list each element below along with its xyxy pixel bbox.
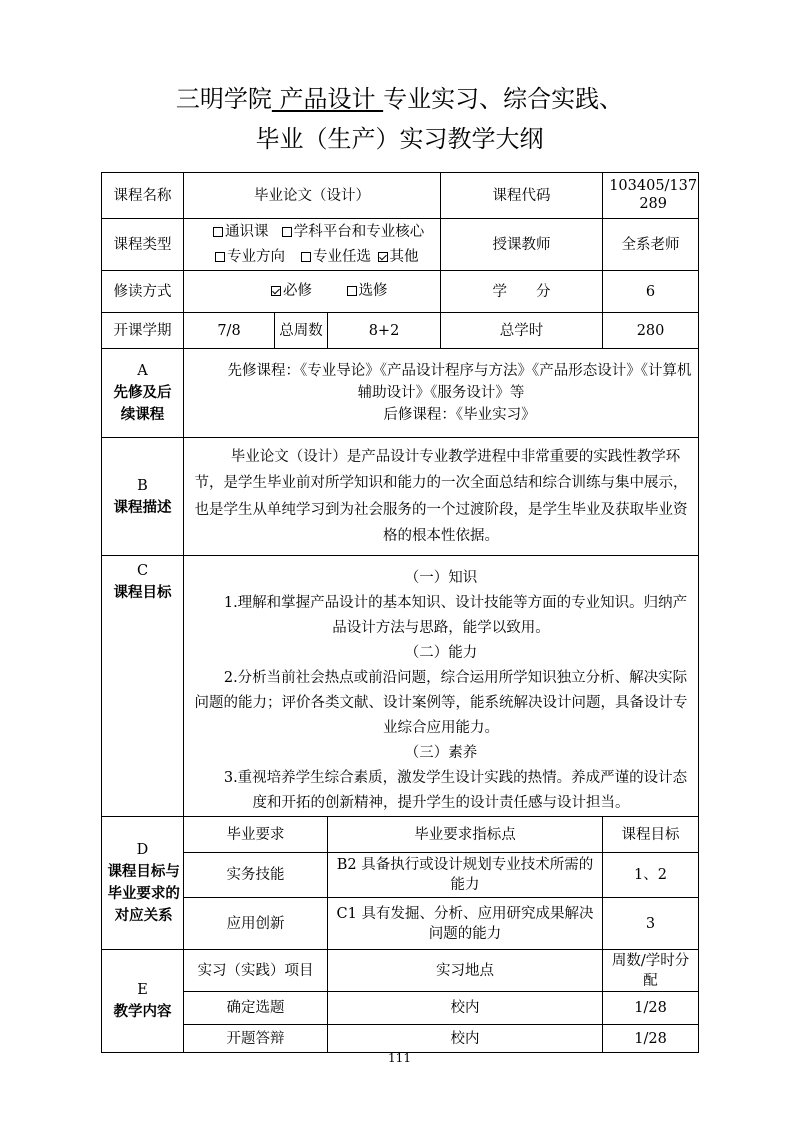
course-type-label: 课程类型	[102, 219, 184, 271]
section-e-label	[102, 950, 184, 1053]
course-name-row	[102, 173, 699, 219]
section-a-row	[102, 349, 699, 438]
teacher-value: 全系老师	[603, 219, 699, 271]
section-e-header-row	[102, 950, 699, 992]
teacher-label: 授课教师	[441, 219, 603, 271]
course-name-value: 毕业论文（设计）	[184, 173, 441, 219]
semester-row	[102, 313, 699, 349]
study-mode-option	[237, 279, 347, 304]
course-description: 毕业论文（设计）是产品设计专业教学进程中非常重要的实践性教学环节，是学生毕业前对所学知识和能力的一次全面总结和综合训练与集中展示，也是学生从单纯学习到为社会服务的一个过渡阶段，是学生毕业及获取毕业资格的根本性依据。	[194, 448, 688, 544]
credit-value: 6	[603, 271, 699, 313]
study-mode-option-label: 必修	[283, 283, 313, 299]
column-header: 周数/学时分配	[603, 950, 699, 992]
column-header: 课程目标	[603, 817, 699, 853]
course-type-options	[184, 219, 441, 271]
document-title-line-2: 毕业（生产）实习教学大纲	[255, 125, 544, 153]
indicator-cell: C1 具有发掘、分析、应用研究成果解决问题的能力	[328, 898, 603, 950]
course-type-option	[206, 245, 295, 270]
column-header: 实习（实践）项目	[184, 950, 328, 992]
section-c-content	[184, 556, 699, 817]
study-mode-options	[184, 271, 441, 313]
study-mode-option-label: 选修	[358, 283, 388, 299]
study-mode-line	[188, 279, 436, 304]
course-code-label: 课程代码	[441, 173, 603, 219]
course-code-cell	[603, 173, 699, 219]
objective-heading: （一）知识	[404, 570, 478, 586]
checkbox-icon	[347, 286, 357, 296]
column-header: 毕业要求指标点	[328, 817, 603, 853]
checkbox-icon	[213, 227, 223, 237]
course-type-option-label: 其他	[389, 248, 419, 265]
section-title: 教学内容	[113, 1003, 172, 1020]
checkbox-icon	[215, 252, 225, 262]
study-mode-row	[102, 271, 699, 313]
course-type-option	[378, 245, 419, 270]
course-name-label: 课程名称	[102, 173, 184, 219]
section-a-content	[184, 349, 699, 438]
syllabus-table	[101, 172, 699, 1053]
page-number: 111	[388, 1051, 411, 1065]
credit-label: 学 分	[441, 271, 603, 313]
table-row	[102, 1025, 699, 1053]
course-type-option-label: 专业方向	[227, 248, 286, 265]
allocation-cell: 1/28	[603, 992, 699, 1025]
section-title: 先修及后续课程	[113, 384, 172, 423]
checkbox-icon	[301, 252, 311, 262]
project-cell: 开题答辩	[184, 1025, 328, 1053]
section-title: 课程目标	[113, 584, 172, 601]
section-letter: C	[136, 563, 149, 579]
section-letter: D	[136, 842, 149, 858]
objective-text: 2.分析当前社会热点或前沿问题，综合运用所学知识独立分析、解决实际问题的能力；评价各类文献、设计案例等，能系统解决设计问题，具备设计专业综合应用能力。	[194, 670, 688, 736]
column-header: 毕业要求	[184, 817, 328, 853]
section-title: 课程目标与毕业要求的对应关系	[107, 863, 180, 924]
title-school: 三明学院	[175, 85, 272, 113]
prerequisite-courses: 先修课程：《专业导论》《产品设计程序与方法》《产品形态设计》《计算机辅助设计》《服务设计》等	[227, 363, 692, 401]
title-major-underlined: 产品设计	[271, 85, 384, 113]
location-cell: 校内	[328, 992, 603, 1025]
objective-text: 1.理解和掌握产品设计的基本知识、设计技能等方面的专业知识。归纳产品设计方法与思路，能学以致用。	[223, 595, 688, 636]
course-type-line-2	[188, 245, 436, 270]
section-c-row	[102, 556, 699, 817]
section-b-content	[184, 438, 699, 556]
semester-label: 开课学期	[102, 313, 184, 349]
objectives-cell: 3	[603, 898, 699, 950]
section-d-label	[102, 817, 184, 950]
section-c-label	[102, 556, 184, 817]
section-letter: E	[137, 982, 148, 998]
section-a-label	[102, 349, 184, 438]
section-title: 课程描述	[113, 498, 172, 516]
course-type-row	[102, 219, 699, 271]
objective-heading: （三）素养	[404, 745, 478, 761]
followup-courses: 后修课程：《毕业实习》	[383, 407, 536, 423]
study-mode-option	[347, 279, 388, 304]
section-letter: A	[137, 363, 148, 379]
section-b-label	[102, 438, 184, 556]
checkbox-checked-icon	[378, 252, 388, 262]
semester-value: 7/8	[184, 313, 275, 349]
title-line-1-suffix: 专业实习、综合实践、	[383, 85, 624, 113]
objective-text: 3.重视培养学生综合素质，激发学生设计实践的热情。养成严谨的设计态度和开拓的创新精神，提升学生的设计责任感与设计担当。	[223, 770, 688, 811]
total-weeks-label: 总周数	[275, 313, 328, 349]
document-title-line-1	[0, 84, 799, 114]
total-weeks-value: 8+2	[328, 313, 441, 349]
course-type-option	[295, 245, 378, 270]
course-type-option	[200, 220, 282, 245]
section-d-header-row	[102, 817, 699, 853]
total-hours-value: 280	[603, 313, 699, 349]
requirement-cell: 应用创新	[184, 898, 328, 950]
project-cell: 确定选题	[184, 992, 328, 1025]
course-type-line-1	[188, 220, 436, 245]
study-mode-label: 修读方式	[102, 271, 184, 313]
checkbox-icon	[282, 227, 292, 237]
objective-heading: （二）能力	[404, 645, 478, 661]
course-code-value: 103405/137289	[609, 178, 698, 212]
location-cell: 校内	[328, 1025, 603, 1053]
table-row	[102, 898, 699, 950]
indicator-cell: B2 具备执行或设计规划专业技术所需的能力	[328, 853, 603, 898]
table-row	[102, 992, 699, 1025]
requirement-cell: 实务技能	[184, 853, 328, 898]
course-type-option-label: 学科平台和专业核心	[293, 223, 425, 240]
checkbox-checked-icon	[271, 286, 281, 296]
allocation-cell: 1/28	[603, 1025, 699, 1053]
course-type-option	[282, 220, 425, 245]
column-header: 实习地点	[328, 950, 603, 992]
section-letter: B	[137, 477, 148, 494]
table-row	[102, 853, 699, 898]
total-hours-label: 总学时	[441, 313, 603, 349]
objectives-cell: 1、2	[603, 853, 699, 898]
section-b-row	[102, 438, 699, 556]
course-type-option-label: 通识课	[225, 223, 269, 240]
course-type-option-label: 专业任选	[313, 248, 372, 265]
